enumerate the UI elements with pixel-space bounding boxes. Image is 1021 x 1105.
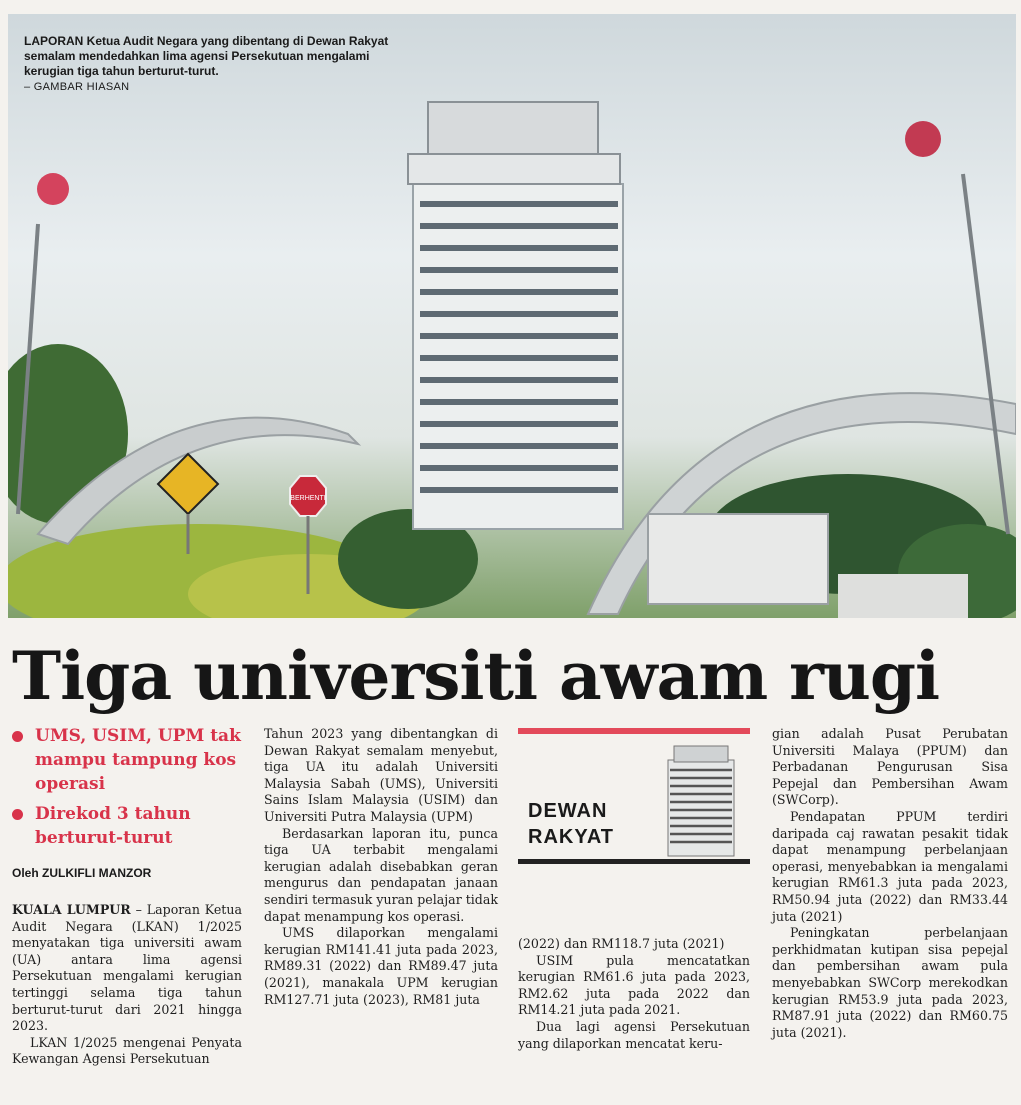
bullet-item — [12, 724, 248, 796]
paragraph: Dua lagi agensi Persekutuan yang dilaporkan mencatat keru- — [518, 1018, 750, 1051]
article-column-2 — [264, 726, 498, 1008]
paragraph — [12, 902, 242, 1035]
summary-bullets — [12, 724, 248, 856]
section-label-line1: DEWAN — [528, 800, 608, 822]
article-column-1 — [12, 902, 242, 1068]
article-column-3 — [518, 936, 750, 1052]
paragraph: USIM pula mencatatkan kerugian RM61.6 juta pada 2023, RM2.62 juta pada 2022 dan RM14.21 juta pada 2021. — [518, 952, 750, 1018]
caption-credit: – GAMBAR HIASAN — [24, 81, 130, 93]
paragraph: LKAN 1/2025 mengenai Penyata Kewangan Agensi Persekutuan — [12, 1034, 242, 1067]
dateline: KUALA LUMPUR — [12, 902, 131, 917]
parliament-photo — [8, 14, 1016, 618]
section-box-dewan-rakyat — [518, 728, 750, 864]
stop-sign-text: BERHENTI — [290, 495, 326, 502]
paragraph: UMS dilaporkan mengalami kerugian RM141.41 juta pada 2023, RM89.31 (2022) dan RM89.47 juta (2021), manakala UPM kerugian RM127.71 juta (2023), RM81 juta — [264, 925, 498, 1007]
box-top-rule — [518, 728, 750, 734]
paragraph: (2022) dan RM118.7 juta (2021) — [518, 936, 725, 951]
section-label-line2: RAKYAT — [528, 826, 615, 848]
parliament-tower-icon — [658, 740, 748, 858]
bullet-dot-icon — [12, 809, 23, 820]
parliament-illustration — [8, 14, 1016, 618]
bullet-text: UMS, USIM, UPM tak mampu tampung kos operasi — [35, 726, 241, 794]
bullet-item — [12, 802, 248, 850]
paragraph: Pendapatan PPUM terdiri daripada caj rawatan pesakit tidak dapat menampung perbelanjaan operasi, menyebabkan ia mengalami kerugian RM61.3 juta pada 2023, RM50.94 juta (2022) dan RM33.44 juta (2021) — [772, 808, 1008, 924]
byline: Oleh ZULKIFLI MANZOR — [12, 866, 152, 880]
bullet-text: Direkod 3 tahun berturut-turut — [35, 804, 191, 848]
paragraph-text: – Laporan Ketua Audit Negara (LKAN) 1/2025 menyatakan tiga universiti awam (UA) antara lima agensi Persekutuan mengalami kerugian tertinggi selama tiga tahun berturut-turut dari 2021 hingga 2023. — [12, 902, 242, 1034]
photo-caption — [24, 34, 414, 95]
headline: Tiga universiti awam rugi — [12, 637, 940, 715]
article-column-4 — [772, 726, 1008, 1041]
paragraph: gian adalah Pusat Perubatan Universiti Malaya (PPUM) dan Perbadanan Pengurusan Sisa Pepejal dan Pembersihan Awam (SWCorp). — [772, 726, 1008, 808]
paragraph: Peningkatan perbelanjaan perkhidmatan kutipan sisa pepejal dan pembersihan awam pula menyebabkan SWCorp merekodkan kerugian RM53.9 juta pada 2023, RM87.91 juta (2022) dan RM60.75 juta (2021). — [772, 925, 1008, 1040]
paragraph: Berdasarkan laporan itu, punca tiga UA terbabit mengalami kerugian adalah disebabkan geran mengurus dan pendapatan janaan sendiri termasuk yuran pelajar tidak dapat menampung kos operasi. — [264, 825, 499, 924]
bullet-dot-icon — [12, 731, 23, 742]
caption-text: LAPORAN Ketua Audit Negara yang dibentang di Dewan Rakyat semalam mendedahkan lima agensi Persekutuan mengalami kerugian tiga tahun berturut-turut. — [24, 34, 389, 78]
paragraph: Tahun 2023 yang dibentangkan di Dewan Rakyat semalam menyebut, tiga UA itu adalah Universiti Malaysia Sabah (UMS), Universiti Sains Islam Malaysia (USIM) dan Universiti Putra Malaysia (UPM) — [264, 726, 498, 824]
section-label — [528, 798, 614, 850]
box-bottom-rule — [518, 859, 750, 864]
